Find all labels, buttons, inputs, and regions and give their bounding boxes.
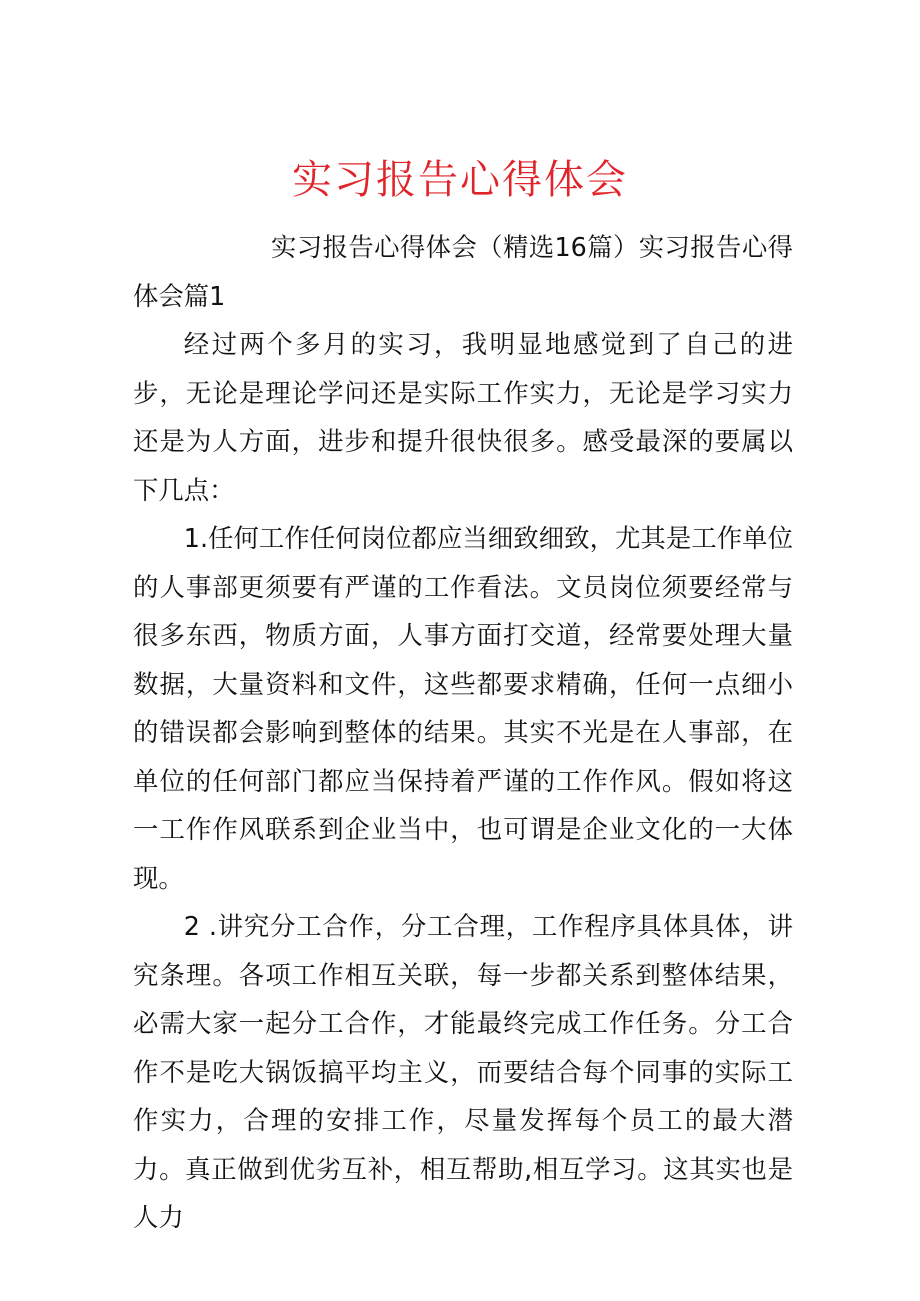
paragraph-point-2: 2 .讲究分工合作，分工合理，工作程序具体具体，讲究条理。各项工作相互关联，每一步都关系到整体结果，必需大家一起分工合作，才能最终完成工作任务。分工合作不是吃大锅饭搞平均主义，而要结合每个同事的实际工作实力，合理的安排工作，尽量发挥每个员工的最大潜力。真正做到优劣互补，相互帮助,相互学习。这其实也是人力 xyxy=(133,911,793,1232)
document-body xyxy=(133,223,793,1242)
paragraph-intro: 经过两个多月的实习，我明显地感觉到了自己的进步，无论是理论学问还是实际工作实力，无论是学习实力还是为人方面，进步和提升很快很多。感受最深的要属以下几点： xyxy=(133,329,793,505)
document-title: 实习报告心得体会 xyxy=(292,157,628,203)
document-subtitle: 实习报告心得体会（精选16篇）实习报告心得体会篇1 xyxy=(133,232,793,311)
paragraph-point-1: 1.任何工作任何岗位都应当细致细致，尤其是工作单位的人事部更须要有严谨的工作看法。文员岗位须要经常与很多东西，物质方面，人事方面打交道，经常要处理大量数据，大量资料和文件，这些都要求精确，任何一点细小的错误都会影响到整体的结果。其实不光是在人事部，在单位的任何部门都应当保持着严谨的工作作风。假如将这一工作作风联系到企业当中，也可谓是企业文化的一大体现。 xyxy=(133,523,793,893)
